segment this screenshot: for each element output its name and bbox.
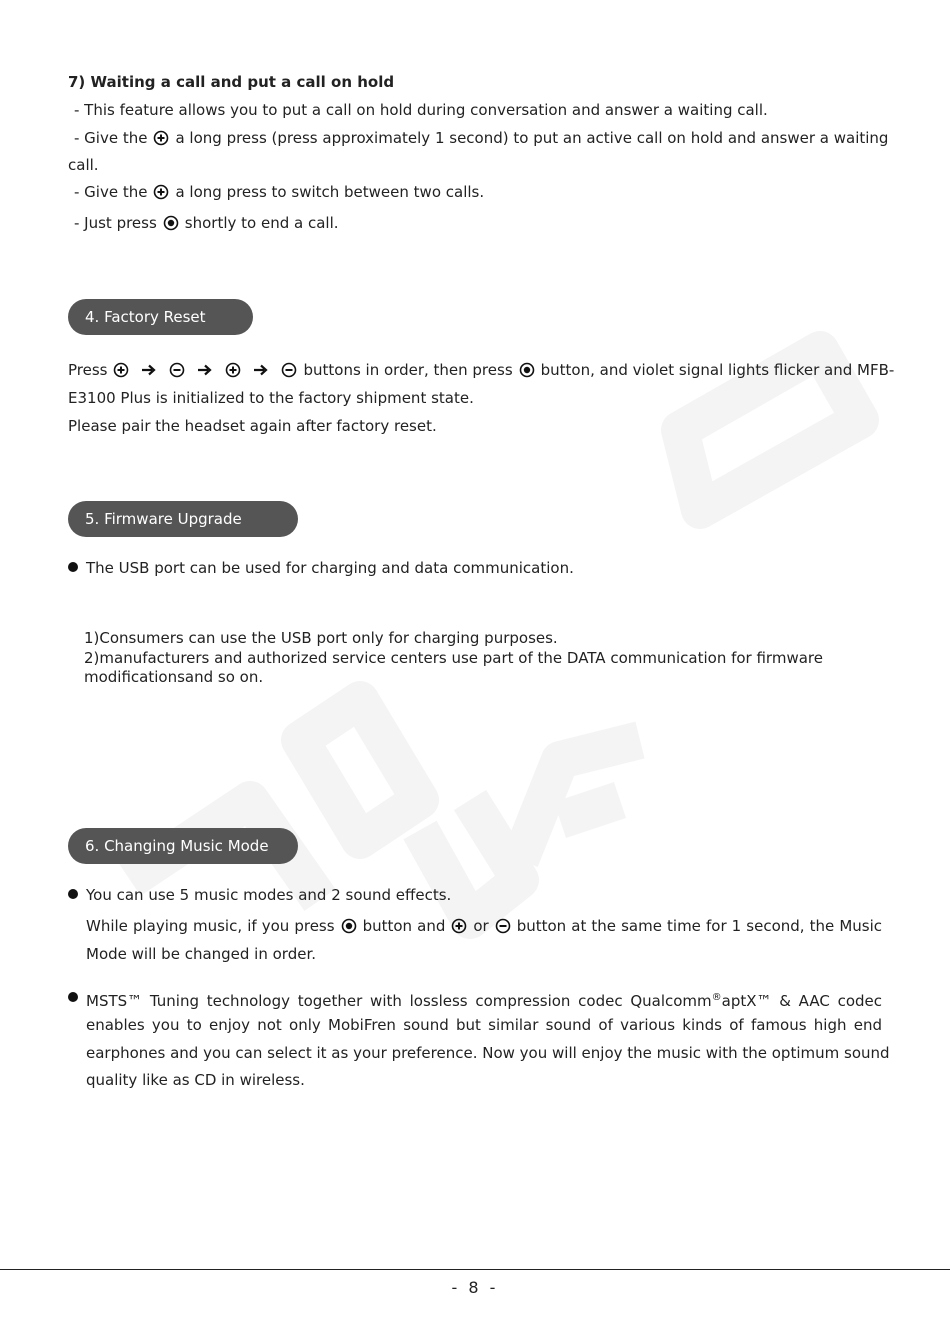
arrow-right-icon xyxy=(141,362,157,378)
s6-bullet-1: You can use 5 music modes and 2 sound effects. xyxy=(86,886,452,904)
s4-paragraph-1: Press buttons in order, then press button, and violet signal lights flicker and MFB- xyxy=(68,361,895,379)
bullet-dot xyxy=(68,889,78,899)
bullet-dot xyxy=(68,992,78,1002)
s7-line-1: - This feature allows you to put a call on hold during conversation and answer a waiting call. xyxy=(74,101,768,119)
plus-button-icon xyxy=(153,184,169,200)
s4-paragraph-2: E3100 Plus is initialized to the factory shipment state. xyxy=(68,389,474,407)
s5-item-1: 1)Consumers can use the USB port only for charging purposes. xyxy=(84,629,558,647)
page-number: - 8 - xyxy=(451,1278,499,1297)
footer-divider xyxy=(0,1269,950,1270)
arrow-right-icon xyxy=(253,362,269,378)
s7-line-2: - Give the a long press (press approximately 1 second) to put an active call on hold and answer a waiting xyxy=(74,129,889,147)
minus-button-icon xyxy=(169,362,185,378)
section-5-title: 5. Firmware Upgrade xyxy=(68,501,298,537)
mfb-button-icon xyxy=(341,918,357,934)
minus-button-icon xyxy=(495,918,511,934)
minus-button-icon xyxy=(281,362,297,378)
s4-paragraph-3: Please pair the headset again after factory reset. xyxy=(68,417,437,435)
mfb-button-icon xyxy=(163,215,179,231)
s6-bullet-2-line-4: quality like as CD in wireless. xyxy=(86,1071,305,1089)
section-4-title: 4. Factory Reset xyxy=(68,299,253,335)
s7-line-2-cont: call. xyxy=(68,156,99,174)
plus-button-icon xyxy=(113,362,129,378)
section-7-heading: 7) Waiting a call and put a call on hold xyxy=(68,73,395,91)
plus-button-icon xyxy=(153,130,169,146)
s5-item-2: 2)manufacturers and authorized service centers use part of the DATA communication for firmware xyxy=(84,649,823,667)
arrow-right-icon xyxy=(197,362,213,378)
plus-button-icon xyxy=(225,362,241,378)
s6-bullet-1-line-2: While playing music, if you press button and or button at the same time for 1 second, the Music xyxy=(86,917,883,935)
s6-bullet-2-line-1: MSTS™ Tuning technology together with lossless compression codec Qualcomm®aptX™ & AAC codec xyxy=(86,992,882,1010)
mfb-button-icon xyxy=(519,362,535,378)
section-6-title: 6. Changing Music Mode xyxy=(68,828,298,864)
s7-line-3: - Give the a long press to switch between two calls. xyxy=(74,183,485,201)
bullet-dot xyxy=(68,562,78,572)
s5-item-3: modificationsand so on. xyxy=(84,668,264,686)
s6-bullet-2-line-2: enables you to enjoy not only MobiFren sound but similar sound of various kinds of famous high end xyxy=(86,1016,882,1034)
s5-bullet-text: The USB port can be used for charging and data communication. xyxy=(86,559,574,577)
s6-bullet-1-line-3: Mode will be changed in order. xyxy=(86,945,317,963)
s6-bullet-2-line-3: earphones and you can select it as your preference. Now you will enjoy the music with the optimum sound xyxy=(86,1044,890,1062)
s7-line-4: - Just press shortly to end a call. xyxy=(74,214,339,232)
plus-button-icon xyxy=(451,918,467,934)
